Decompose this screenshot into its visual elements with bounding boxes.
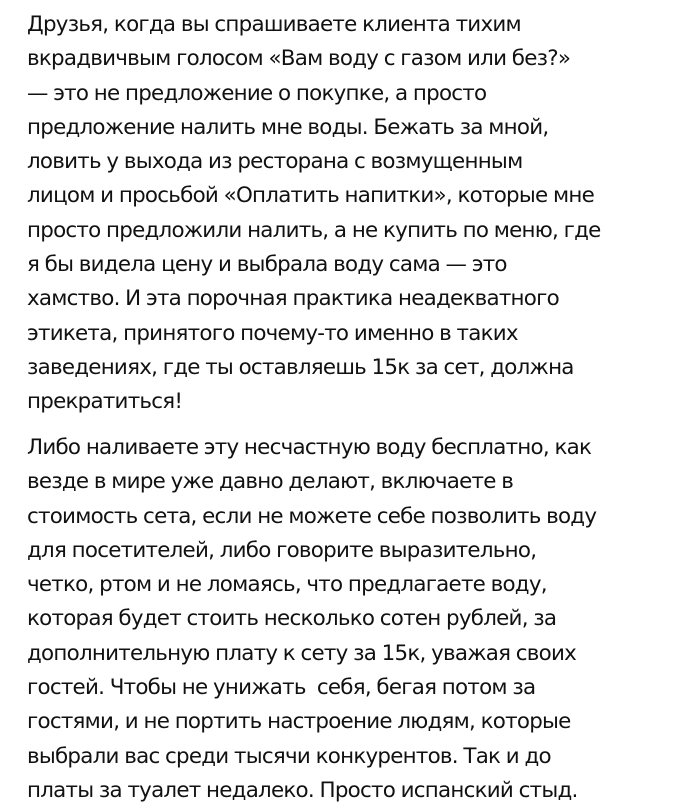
text-line: заведениях, где ты оставляешь 15к за сет, должна: [27, 354, 574, 380]
text-line: везде в мире уже давно делают, включаете в: [27, 469, 514, 495]
text-line: дополнительную плату к сету за 15к, уважая своих: [27, 640, 577, 666]
text-line: четко, ртом и не ломаясь, что предлагаете воду,: [27, 572, 547, 598]
text-line: Друзья, когда вы спрашиваете клиента тихим: [27, 12, 521, 37]
paragraph-1: [27, 8, 601, 420]
text-line: для посетителей, либо говорите выразительно,: [27, 537, 537, 563]
text-line: — это не предложение о покупке, а просто: [27, 80, 487, 106]
text-line: лицом и просьбой «Оплатить напитки», которые мне: [27, 183, 594, 209]
text-line: которая будет стоить несколько сотен рублей, за: [27, 606, 557, 632]
text-line: выбрали вас среди тысячи конкурентов. Так и до: [27, 743, 551, 769]
text-line: я бы видела цену и выбрала воду сама — это: [27, 252, 507, 278]
text-line: предложение налить мне воды. Бежать за мной,: [27, 114, 549, 140]
text-line: Либо наливаете эту несчастную воду бесплатно, как: [27, 435, 592, 460]
text-line: этикета, принятого почему-то именно в таких: [27, 320, 518, 346]
text-line: прекратиться!: [27, 389, 183, 415]
paragraph-2: [27, 431, 596, 808]
text-line: ловить у выхода из ресторана с возмущенным: [27, 149, 523, 175]
text-line: стоимость сета, если не можете себе позволить воду: [27, 503, 597, 529]
text-line: просто предложили налить, а не купить по меню, где: [27, 217, 601, 243]
text-line: гостями, и не портить настроение людям, которые: [27, 709, 571, 735]
text-line: вкрадвичвым голосом «Вам воду с газом или без?»: [27, 46, 571, 72]
text-line: хамство. И эта порочная практика неадекватного: [27, 286, 559, 312]
text-line: гостей. Чтобы не унижать себя, бегая потом за: [27, 675, 536, 701]
text-line: платы за туалет недалеко. Просто испанский стыд.: [27, 777, 578, 803]
